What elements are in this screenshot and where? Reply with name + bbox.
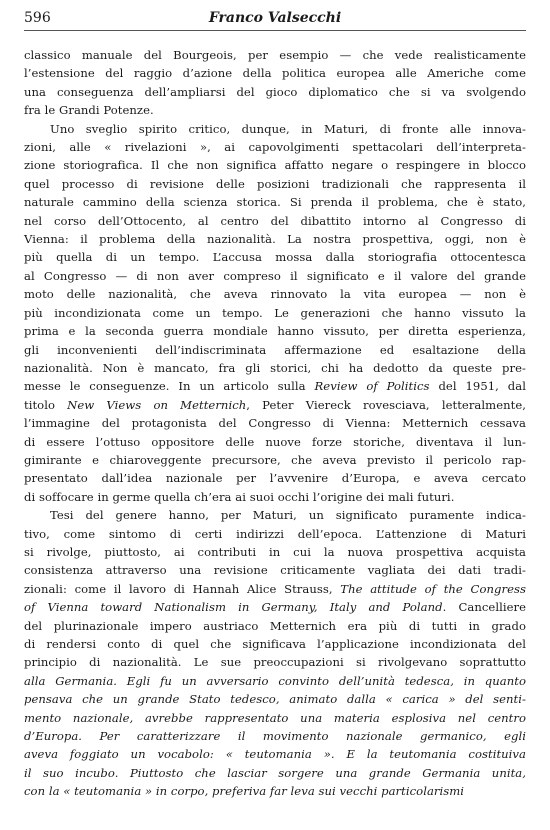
running-title: Franco Valsecchi xyxy=(208,10,342,26)
text-line: Tesi del genere hanno, per Maturi, un significato puramente indica- xyxy=(50,508,526,523)
text-line: prima e la seconda guerra mondiale hanno vissuto, per diretta esperienza, xyxy=(24,324,526,339)
text-line: principio di nazionalità. Le sue preoccupazioni si rivolgevano soprattutto xyxy=(24,655,526,670)
text-line: l’estensione del raggio d’azione della politica europea alle Americhe come xyxy=(24,66,526,81)
text-line: fra le Grandi Potenze. xyxy=(24,103,154,118)
text-line: nel corso dell’Ottocento, al centro del dibattito intorno al Congresso di xyxy=(24,213,526,228)
text-line: mento nazionale, avrebbe rappresentato una materia esplosiva nel centro xyxy=(24,710,526,725)
text-line: più quella di un tempo. L’accusa mossa dalla storiografia ottocentesca xyxy=(24,250,526,265)
text-line: classico manuale del Bourgeois, per esempio — che vede realisticamente xyxy=(24,48,526,62)
paragraph xyxy=(24,506,526,801)
text-line: di rendersi conto di quel che significava l’applicazione incondizionata del xyxy=(24,637,526,651)
page-number: 596 xyxy=(24,10,51,26)
text-line: zione storiografica. Il che non significa affatto negare o respingere in blocco xyxy=(24,158,526,173)
text-line: con la « teutomania » in corpo, preferiva far leva sui vecchi particolarismi xyxy=(24,784,465,799)
text-line: Vienna: il problema della nazionalità. La nostra prospettiva, oggi, non è xyxy=(24,232,526,247)
text-line: Uno sveglio spirito critico, dunque, in Maturi, di fronte alle innova- xyxy=(50,121,526,136)
text-line: di soffocare in germe quella ch’era ai suoi occhi l’origine dei mali futuri. xyxy=(24,489,455,504)
text-line: quel processo di revisione delle posizioni tradizionali che rappresenta il xyxy=(24,176,526,191)
text-line: al Congresso — di non aver compreso il significato e il valore del grande xyxy=(24,268,526,283)
text-line: zioni, alle « rivelazioni », ai capovolgimenti spettacolari dell’interpreta- xyxy=(24,140,526,155)
text-line: consistenza attraverso una revisione criticamente vagliata dei dati tradi- xyxy=(24,563,526,578)
text-line: si rivolge, piuttosto, ai contributi in cui la nuova prospettiva acquista xyxy=(24,544,526,559)
text-line: del plurinazionale impero austriaco Metternich era più di tutti in grado xyxy=(24,618,526,633)
text-line: pensava che un grande Stato tedesco, animato dalla « carica » del senti- xyxy=(24,692,526,707)
text-line: d’Europa. Per caratterizzare il movimento nazionale germanico, egli xyxy=(24,729,526,744)
text-line: alla Germania. Egli fu un avversario convinto dell’unità tedesca, in quanto xyxy=(24,673,526,688)
text-line: nazionalità. Non è mancato, fra gli storici, chi ha dedotto da queste pre- xyxy=(24,360,526,375)
text-line: di essere l’ottuso oppositore delle nuove forze storiche, diventava il lun- xyxy=(24,434,526,449)
text-line: il suo incubo. Piuttosto che lasciar sorgere una grande Germania unita, xyxy=(24,765,526,780)
text-line: l’immagine del protagonista del Congresso di Vienna: Metternich cessava xyxy=(24,416,526,431)
paragraph xyxy=(24,46,526,120)
body-text xyxy=(24,46,526,801)
text-line: moto delle nazionalità, che aveva rinnovato la vita europea — non è xyxy=(24,287,526,302)
text-line: naturale cammino della scienza storica. Si prenda il problema, che è stato, xyxy=(24,195,526,210)
text-line: tivo, come sintomo di certi indirizzi dell’epoca. L’attenzione di Maturi xyxy=(24,526,526,541)
text-line: titolo New Views on Metternich, Peter Viereck rovesciava, letteralmente, xyxy=(24,397,526,412)
text-line: gli inconvenienti dell’indiscriminata affermazione ed esaltazione della xyxy=(24,342,526,357)
text-line: più incondizionata come un tempo. Le generazioni che hanno vissuto la xyxy=(24,305,526,320)
text-line: una conseguenza dell’ampliarsi del gioco diplomatico che si va svolgendo xyxy=(24,84,526,99)
page-header xyxy=(24,10,526,31)
text-line: presentato dall’idea nazionale per l’avvenire d’Europa, e aveva cercato xyxy=(24,471,526,486)
paragraph xyxy=(24,120,526,507)
text-line: of Vienna toward Nationalism in Germany, Italy and Poland. Cancelliere xyxy=(24,600,527,615)
text-line: gimirante e chiaroveggente precursore, che aveva previsto il pericolo rap- xyxy=(24,452,526,467)
text-line: messe le conseguenze. In un articolo sulla Review of Politics del 1951, dal xyxy=(24,379,526,394)
text-line: zionali: come il lavoro di Hannah Alice Strauss, The attitude of the Congress xyxy=(24,581,526,596)
text-line: aveva foggiato un vocabolo: « teutomania ». E la teutomania costituiva xyxy=(24,747,526,762)
